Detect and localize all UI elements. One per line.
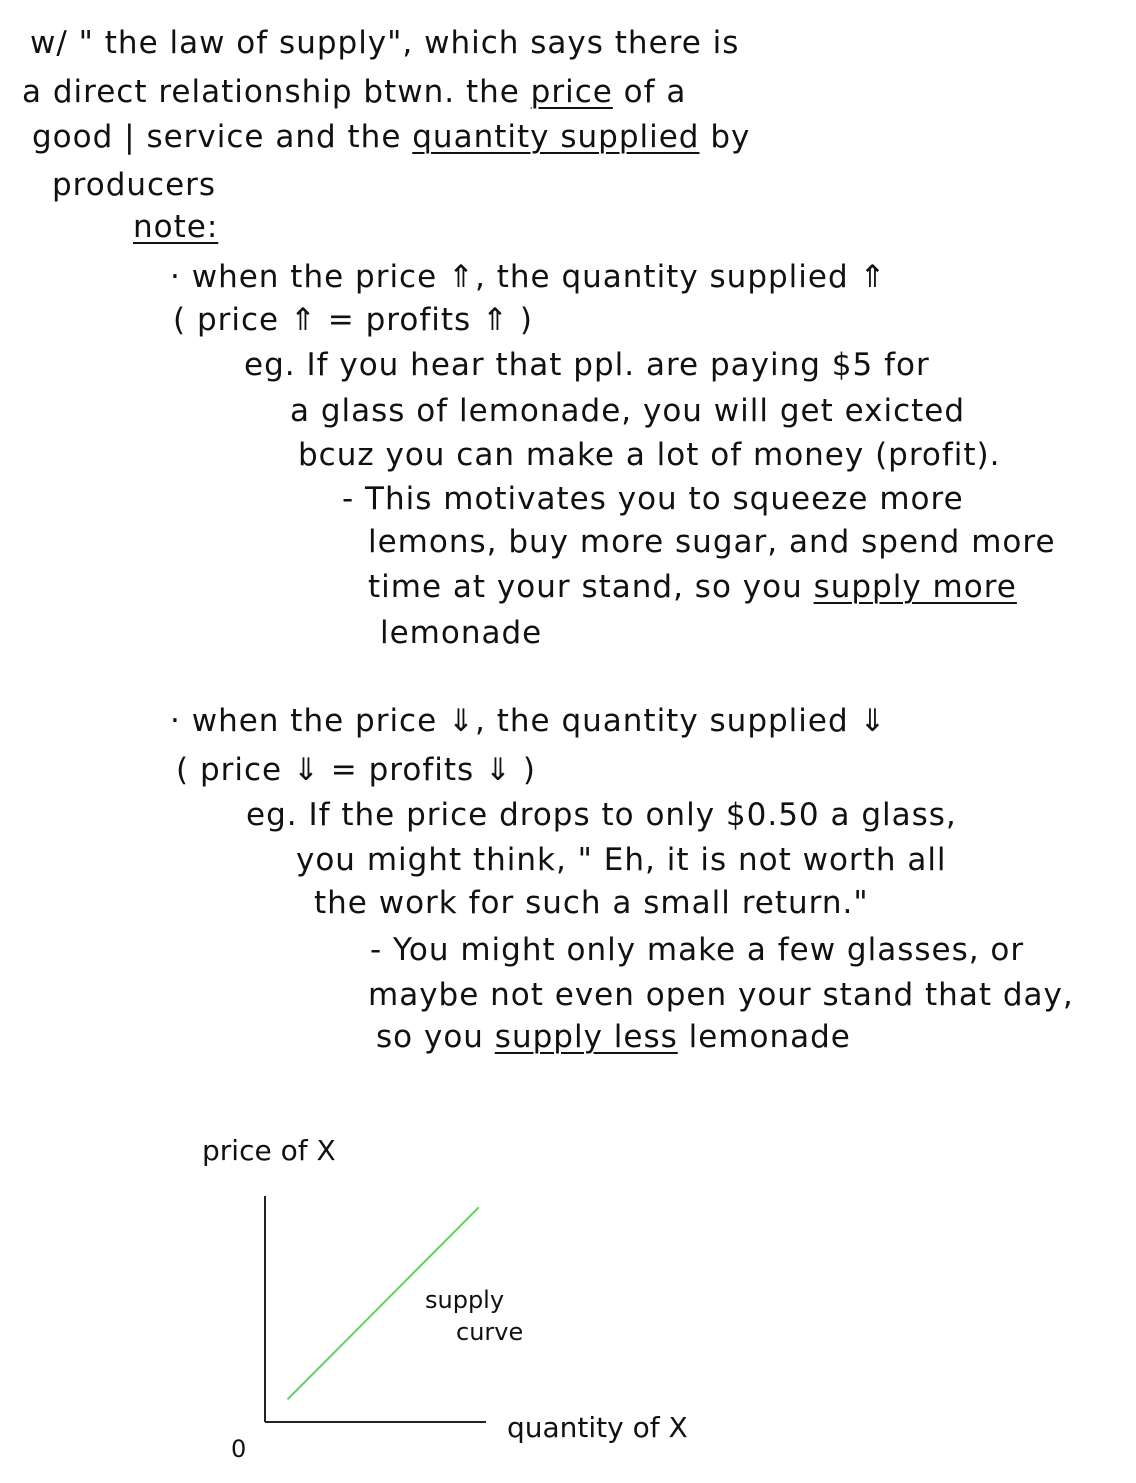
decrease-result-1-text: - You might only make a few glasses, or xyxy=(370,932,1025,968)
increase-eg-2-text: a glass of lemonade, you will get exicted xyxy=(290,393,966,429)
intro-text-1: w/ " the law of supply", which says there is xyxy=(30,25,740,61)
increase-motive-2-text: lemons, buy more sugar, and spend more xyxy=(368,524,1056,560)
x-axis-label: quantity of X xyxy=(507,1411,688,1444)
decrease-result-3a: so you xyxy=(376,1019,495,1055)
decrease-eg-3-text: the work for such a small return." xyxy=(314,885,869,921)
intro-text-4: producers xyxy=(52,167,217,203)
increase-paren-text: ( price ⇑ = profits ⇑ ) xyxy=(173,302,533,338)
intro-text-3a: good | service and the xyxy=(32,119,413,155)
increase-motive-4-text: lemonade xyxy=(380,615,543,651)
increase-motive-3a: time at your stand, so you xyxy=(368,569,814,605)
intro-text-2a: a direct relationship btwn. the xyxy=(22,74,531,110)
decrease-bullet: · xyxy=(170,703,181,739)
decrease-paren-text: ( price ⇓ = profits ⇓ ) xyxy=(176,752,536,788)
decrease-eg-1-text: eg. If the price drops to only $0.50 a glass, xyxy=(246,797,957,833)
increase-head-text: when the price ⇑, the quantity supplied ⇑ xyxy=(191,259,887,295)
underlined-supply-more: supply more xyxy=(813,569,1017,605)
increase-eg-3-text: bcuz you can make a lot of money (profit). xyxy=(298,437,1001,473)
intro-text-2b: of a xyxy=(612,74,687,110)
supply-curve-label-2: curve xyxy=(456,1318,524,1346)
underlined-quantity-supplied: quantity supplied xyxy=(412,119,700,155)
increase-eg-1-text: eg. If you hear that ppl. are paying $5 for xyxy=(244,347,930,383)
decrease-eg-2-text: you might think, " Eh, it is not worth all xyxy=(296,842,947,878)
increase-bullet: · xyxy=(170,259,181,295)
underlined-supply-less: supply less xyxy=(494,1019,678,1055)
increase-motive-1-text: - This motivates you to squeeze more xyxy=(342,481,964,517)
supply-curve-label-1: supply xyxy=(425,1286,505,1314)
decrease-result-2-text: maybe not even open your stand that day, xyxy=(368,977,1074,1013)
y-axis-label: price of X xyxy=(202,1134,336,1167)
decrease-result-3b: lemonade xyxy=(677,1019,851,1055)
note-label-text: note: xyxy=(133,209,219,245)
underlined-price: price xyxy=(530,74,613,110)
intro-text-3b: by xyxy=(699,119,751,155)
origin-label: 0 xyxy=(231,1435,247,1463)
decrease-head-text: when the price ⇓, the quantity supplied ⇓ xyxy=(191,703,887,739)
